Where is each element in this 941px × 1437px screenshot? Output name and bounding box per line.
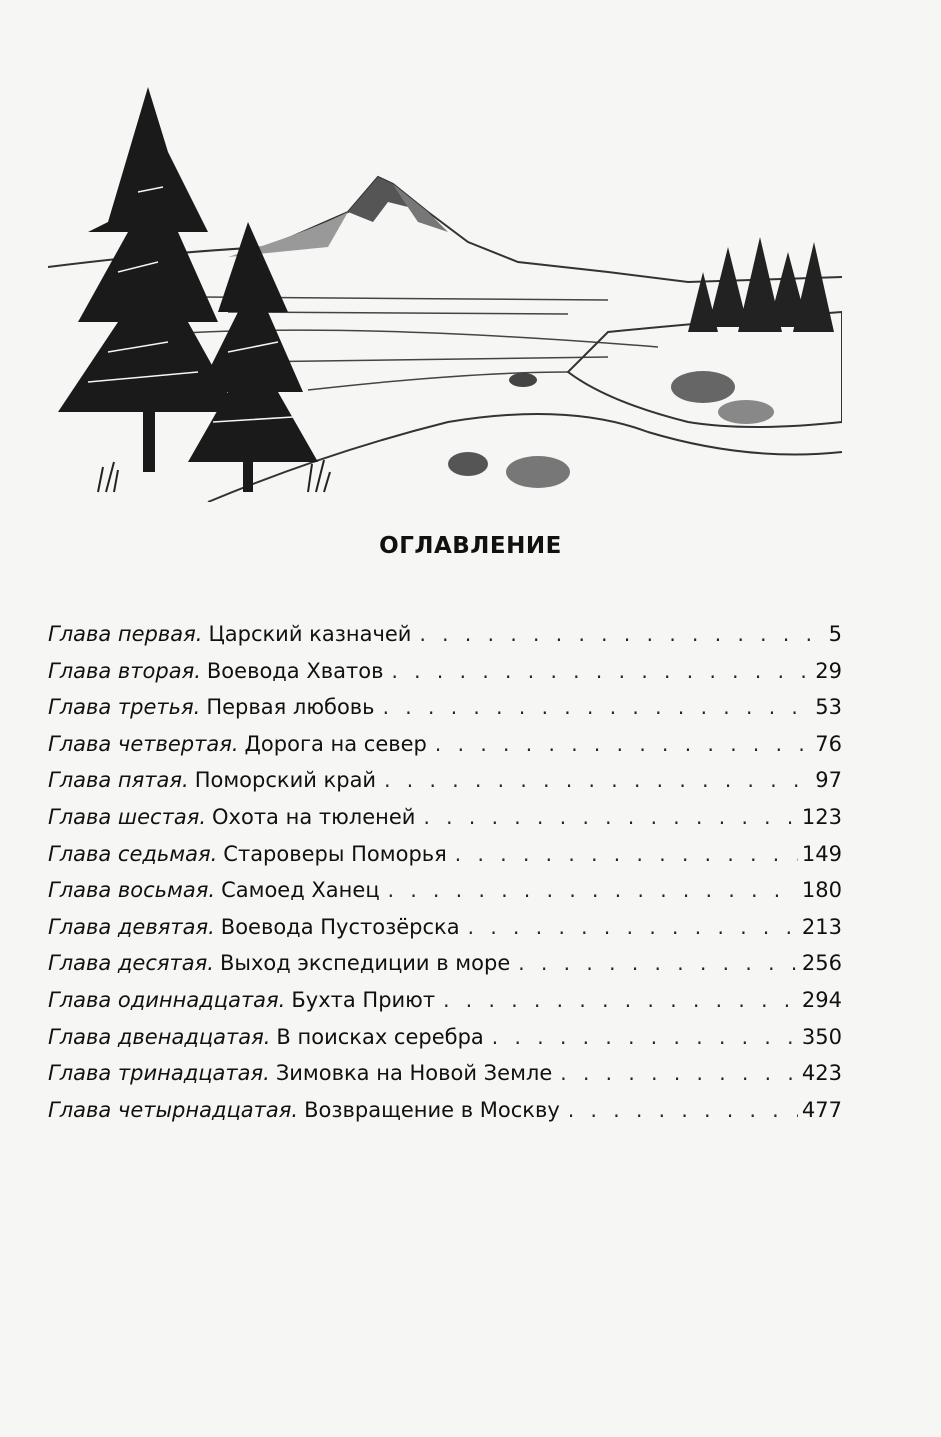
toc-entry <box>48 805 842 842</box>
page-number: 5 <box>828 622 842 646</box>
chapter-number: Глава седьмая. <box>48 841 218 866</box>
toc-entry <box>48 951 842 988</box>
chapter-number: Глава десятая. <box>48 951 214 976</box>
toc-entry <box>48 622 842 659</box>
page-number: 350 <box>801 1024 842 1049</box>
dot-leader <box>518 951 798 975</box>
dot-leader <box>560 1061 798 1085</box>
dot-leader <box>443 988 798 1012</box>
page-number: 213 <box>801 914 842 939</box>
dot-leader <box>388 878 798 902</box>
chapter-number: Глава тринадцатая. <box>48 1061 270 1086</box>
dot-leader <box>391 659 810 683</box>
chapter-title: Самоед Ханец <box>221 878 380 903</box>
chapter-title: Бухта Приют <box>291 987 436 1012</box>
chapter-number: Глава восьмая. <box>48 878 216 903</box>
page-number: 29 <box>815 658 842 683</box>
toc-entry <box>48 878 842 915</box>
chapter-number: Глава четвертая. <box>48 731 239 756</box>
chapter-number: Глава четырнадцатая. <box>48 1097 299 1122</box>
chapter-title: Дорога на север <box>244 731 427 756</box>
chapter-number: Глава пятая. <box>48 768 189 793</box>
toc-entry <box>48 768 842 805</box>
page-number: 97 <box>815 768 842 793</box>
dot-leader <box>423 805 797 829</box>
page-number: 180 <box>801 878 842 903</box>
dot-leader <box>419 622 810 646</box>
chapter-title: Поморский край <box>194 768 377 793</box>
dot-leader <box>568 1098 798 1122</box>
landscape-illustration <box>48 72 842 502</box>
chapter-number: Глава шестая. <box>48 804 207 829</box>
chapter-title: Первая любовь <box>206 695 375 720</box>
chapter-title: Воевода Хватов <box>206 658 384 683</box>
table-of-contents <box>48 622 842 1134</box>
chapter-title: В поисках серебра <box>276 1024 484 1049</box>
chapter-number: Глава одиннадцатая. <box>48 987 286 1012</box>
chapter-title: Воевода Пустозёрска <box>220 914 460 939</box>
page-number: 256 <box>801 951 842 976</box>
chapter-title: Охота на тюленей <box>212 804 416 829</box>
toc-entry <box>48 842 842 879</box>
page-number: 76 <box>815 731 842 756</box>
chapter-number: Глава девятая. <box>48 914 215 939</box>
toc-entry <box>48 915 842 952</box>
chapter-number: Глава первая. <box>48 622 203 646</box>
chapter-title: Староверы Поморья <box>223 841 447 866</box>
toc-entry <box>48 732 842 769</box>
toc-entry <box>48 1061 842 1098</box>
page-number: 123 <box>801 804 842 829</box>
dot-leader <box>455 842 798 866</box>
chapter-number: Глава двенадцатая. <box>48 1024 271 1049</box>
dot-leader <box>383 695 810 719</box>
chapter-title: Выход экспедиции в море <box>219 951 511 976</box>
dot-leader <box>468 915 798 939</box>
chapter-title: Возвращение в Москву <box>304 1097 560 1122</box>
page-number: 53 <box>815 695 842 720</box>
dot-leader <box>492 1025 798 1049</box>
toc-entry <box>48 1025 842 1062</box>
chapter-number: Глава третья. <box>48 695 201 720</box>
dot-leader <box>384 768 810 792</box>
chapter-number: Глава вторая. <box>48 658 201 683</box>
dot-leader <box>435 732 810 756</box>
page-number: 294 <box>801 987 842 1012</box>
chapter-title: Царский казначей <box>208 622 412 646</box>
toc-entry <box>48 695 842 732</box>
toc-entry <box>48 659 842 696</box>
chapter-title: Зимовка на Новой Земле <box>275 1061 553 1086</box>
page-number: 149 <box>801 841 842 866</box>
page-number: 423 <box>801 1061 842 1086</box>
toc-entry <box>48 1098 842 1135</box>
page-number: 477 <box>801 1097 842 1122</box>
toc-entry <box>48 988 842 1025</box>
toc-heading: ОГЛАВЛЕНИЕ <box>379 533 562 559</box>
